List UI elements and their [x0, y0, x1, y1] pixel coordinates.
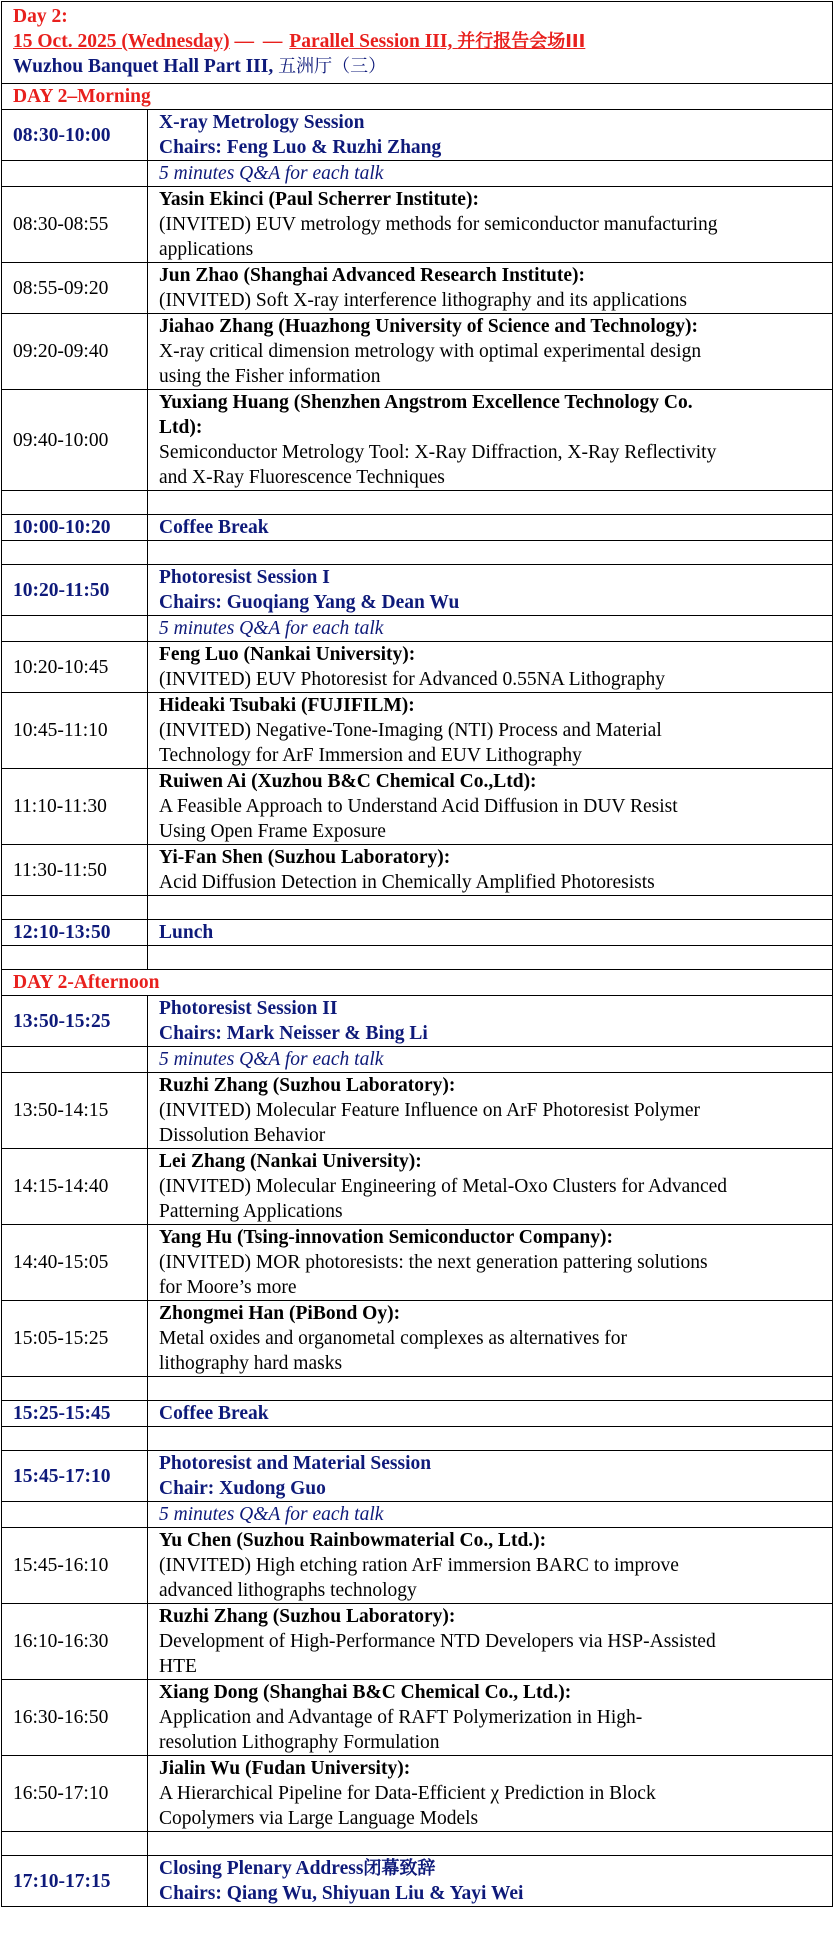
session-row: [2, 996, 833, 1047]
day-label: Day 2:: [13, 6, 68, 27]
talk-info: [148, 1225, 833, 1301]
session-chairs: Chairs: Mark Neisser & Bing Li: [159, 1023, 428, 1044]
talk-time: 10:45-11:10: [2, 693, 148, 769]
talk-speaker: Zhongmei Han (PiBond Oy):: [159, 1303, 401, 1324]
talk-time: 15:45-16:10: [2, 1528, 148, 1604]
talk-row: [2, 693, 833, 769]
talk-title-line: Acid Diffusion Detection in Chemically Amplified Photoresists: [159, 872, 655, 893]
talk-speaker: Lei Zhang (Nankai University):: [159, 1151, 422, 1172]
session-time: 10:20-11:50: [2, 565, 148, 616]
talk-speaker: Jiahao Zhang (Huazhong University of Science and Technology):: [159, 316, 699, 337]
session-chairs: Chairs: Feng Luo & Ruzhi Zhang: [159, 137, 442, 158]
talk-info: [148, 390, 833, 491]
talk-row: [2, 187, 833, 263]
date-session-line: [13, 29, 828, 54]
session-time: 13:50-15:25: [2, 996, 148, 1047]
talk-title-line: A Feasible Approach to Understand Acid Diffusion in DUV Resist: [159, 796, 678, 817]
talk-row: [2, 390, 833, 491]
talk-title-line: Dissolution Behavior: [159, 1125, 326, 1146]
talk-title-line: for Moore’s more: [159, 1277, 297, 1298]
session-label: Parallel Session III, 并行报告会场III: [289, 31, 586, 52]
talk-title-line: (INVITED) High etching ration ArF immersion BARC to improve: [159, 1555, 679, 1576]
talk-row: [2, 314, 833, 390]
break-time: 10:00-10:20: [2, 515, 148, 541]
talk-row: [2, 1225, 833, 1301]
spacer-row: [2, 541, 833, 565]
session-title: Photoresist Session I: [159, 567, 330, 588]
qa-note: 5 minutes Q&A for each talk: [148, 616, 833, 642]
talk-speaker: Xiang Dong (Shanghai B&C Chemical Co., Ltd.):: [159, 1682, 572, 1703]
talk-info: [148, 1073, 833, 1149]
break-row: [2, 920, 833, 946]
session-info: [148, 110, 833, 161]
lunch-time: 12:10-13:50: [2, 920, 148, 946]
talk-info: [148, 1149, 833, 1225]
talk-info: [148, 693, 833, 769]
talk-title-line: A Hierarchical Pipeline for Data-Efficient χ Prediction in Block: [159, 1783, 656, 1804]
closing-row: [2, 1856, 833, 1907]
qa-row: [2, 161, 833, 187]
talk-info: [148, 314, 833, 390]
talk-speaker: Hideaki Tsubaki (FUJIFILM):: [159, 695, 415, 716]
talk-title-line: (INVITED) Negative-Tone-Imaging (NTI) Process and Material: [159, 720, 662, 741]
talk-title-line: and X-Ray Fluorescence Techniques: [159, 467, 445, 488]
talk-title-line: Semiconductor Metrology Tool: X-Ray Diffraction, X-Ray Reflectivity: [159, 442, 717, 463]
talk-info: [148, 845, 833, 896]
talk-time: 15:05-15:25: [2, 1301, 148, 1377]
session-title: Photoresist and Material Session: [159, 1453, 432, 1474]
talk-time: 16:10-16:30: [2, 1604, 148, 1680]
break-row: [2, 515, 833, 541]
talk-title-line: (INVITED) EUV Photoresist for Advanced 0.55NA Lithography: [159, 669, 666, 690]
talk-title-line: lithography hard masks: [159, 1353, 343, 1374]
talk-time: 08:30-08:55: [2, 187, 148, 263]
section-heading-row: [2, 970, 833, 996]
session-chairs: Chair: Xudong Guo: [159, 1478, 326, 1499]
spacer-row: [2, 1832, 833, 1856]
talk-time: 16:30-16:50: [2, 1680, 148, 1756]
talk-row: [2, 845, 833, 896]
talk-row: [2, 1528, 833, 1604]
talk-speaker: Yuxiang Huang (Shenzhen Angstrom Excellence Technology Co.: [159, 392, 693, 413]
talk-time: 08:55-09:20: [2, 263, 148, 314]
talk-row: [2, 1756, 833, 1832]
talk-time: 11:30-11:50: [2, 845, 148, 896]
talk-title-line: (INVITED) Molecular Feature Influence on ArF Photoresist Polymer: [159, 1100, 700, 1121]
talk-row: [2, 1149, 833, 1225]
talk-speaker: Yu Chen (Suzhou Rainbowmaterial Co., Ltd.):: [159, 1530, 547, 1551]
section-heading-morning: DAY 2–Morning: [2, 84, 833, 110]
talk-time: 16:50-17:10: [2, 1756, 148, 1832]
talk-speaker: Feng Luo (Nankai University):: [159, 644, 416, 665]
spacer-row: [2, 1427, 833, 1451]
talk-info: [148, 263, 833, 314]
talk-info: [148, 1680, 833, 1756]
talk-title-line: using the Fisher information: [159, 366, 381, 387]
talk-title-line: Copolymers via Large Language Models: [159, 1808, 479, 1829]
talk-time: 11:10-11:30: [2, 769, 148, 845]
talk-speaker: Jun Zhao (Shanghai Advanced Research Institute):: [159, 265, 586, 286]
closing-info: [148, 1856, 833, 1907]
talk-time: 14:40-15:05: [2, 1225, 148, 1301]
session-info: [148, 1451, 833, 1502]
talk-speaker: Yang Hu (Tsing-innovation Semiconductor Company):: [159, 1227, 614, 1248]
talk-speaker: Jialin Wu (Fudan University):: [159, 1758, 411, 1779]
session-time: 08:30-10:00: [2, 110, 148, 161]
session-chairs: Chairs: Guoqiang Yang & Dean Wu: [159, 592, 460, 613]
break-row: [2, 1401, 833, 1427]
talk-title-line: Metal oxides and organometal complexes as alternatives for: [159, 1328, 628, 1349]
session-time: 15:45-17:10: [2, 1451, 148, 1502]
talk-title-line: (INVITED) Molecular Engineering of Metal-Oxo Clusters for Advanced: [159, 1176, 728, 1197]
talk-speaker: Ruzhi Zhang (Suzhou Laboratory):: [159, 1075, 456, 1096]
talk-title-line: Patterning Applications: [159, 1201, 343, 1222]
session-row: [2, 565, 833, 616]
talk-row: [2, 1604, 833, 1680]
session-title: Photoresist Session II: [159, 998, 338, 1019]
talk-info: [148, 1604, 833, 1680]
talk-row: [2, 263, 833, 314]
talk-time: 09:20-09:40: [2, 314, 148, 390]
qa-note: 5 minutes Q&A for each talk: [148, 1502, 833, 1528]
closing-chairs: Chairs: Qiang Wu, Shiyuan Liu & Yayi Wei: [159, 1883, 524, 1904]
talk-row: [2, 1680, 833, 1756]
talk-title-line: Application and Advantage of RAFT Polymerization in High-: [159, 1707, 643, 1728]
dash-separator: — —: [234, 31, 285, 52]
talk-info: [148, 187, 833, 263]
section-heading-row: [2, 84, 833, 110]
spacer-row: [2, 896, 833, 920]
talk-time: 13:50-14:15: [2, 1073, 148, 1149]
talk-row: [2, 1073, 833, 1149]
talk-info: [148, 1528, 833, 1604]
talk-title-line: X-ray critical dimension metrology with optimal experimental design: [159, 341, 702, 362]
talk-speaker: Yi-Fan Shen (Suzhou Laboratory):: [159, 847, 451, 868]
talk-row: [2, 642, 833, 693]
talk-speaker: Ruiwen Ai (Xuzhou B&C Chemical Co.,Ltd):: [159, 771, 537, 792]
venue-label: Wuzhou Banquet Hall Part III, 五洲厅（三）: [13, 56, 387, 77]
talk-title-line: Development of High-Performance NTD Developers via HSP-Assisted: [159, 1631, 716, 1652]
talk-title-line: advanced lithographs technology: [159, 1580, 417, 1601]
schedule-table: [1, 1, 833, 1907]
session-title: X-ray Metrology Session: [159, 112, 365, 133]
talk-title-line: applications: [159, 239, 254, 260]
talk-title-line: (INVITED) MOR photoresists: the next generation pattering solutions: [159, 1252, 708, 1273]
talk-speaker: Ruzhi Zhang (Suzhou Laboratory):: [159, 1606, 456, 1627]
talk-info: [148, 642, 833, 693]
header-row: [2, 2, 833, 84]
qa-row: [2, 616, 833, 642]
lunch-label: Lunch: [148, 920, 833, 946]
qa-row: [2, 1502, 833, 1528]
talk-row: [2, 1301, 833, 1377]
talk-info: [148, 1756, 833, 1832]
session-row: [2, 1451, 833, 1502]
session-row: [2, 110, 833, 161]
talk-title-line: resolution Lithography Formulation: [159, 1732, 440, 1753]
break-time: 15:25-15:45: [2, 1401, 148, 1427]
date-label: 15 Oct. 2025 (Wednesday): [13, 31, 230, 52]
break-label: Coffee Break: [148, 515, 833, 541]
talk-time: 10:20-10:45: [2, 642, 148, 693]
session-info: [148, 996, 833, 1047]
qa-note: 5 minutes Q&A for each talk: [148, 161, 833, 187]
talk-title-line: (INVITED) EUV metrology methods for semiconductor manufacturing: [159, 214, 718, 235]
talk-time: 09:40-10:00: [2, 390, 148, 491]
talk-info: [148, 1301, 833, 1377]
talk-time: 14:15-14:40: [2, 1149, 148, 1225]
spacer-row: [2, 1377, 833, 1401]
break-label: Coffee Break: [148, 1401, 833, 1427]
closing-time: 17:10-17:15: [2, 1856, 148, 1907]
talk-speaker: Ltd):: [159, 417, 203, 438]
talk-title-line: (INVITED) Soft X-ray interference lithography and its applications: [159, 290, 687, 311]
talk-title-line: HTE: [159, 1656, 197, 1677]
closing-title: Closing Plenary Address闭幕致辞: [159, 1858, 436, 1879]
spacer-row: [2, 491, 833, 515]
talk-title-line: Technology for ArF Immersion and EUV Lithography: [159, 745, 582, 766]
qa-note: 5 minutes Q&A for each talk: [148, 1047, 833, 1073]
qa-row: [2, 1047, 833, 1073]
talk-row: [2, 769, 833, 845]
session-info: [148, 565, 833, 616]
spacer-row: [2, 946, 833, 970]
talk-info: [148, 769, 833, 845]
section-heading-afternoon: DAY 2-Afternoon: [2, 970, 833, 996]
talk-title-line: Using Open Frame Exposure: [159, 821, 386, 842]
talk-speaker: Yasin Ekinci (Paul Scherrer Institute):: [159, 189, 479, 210]
